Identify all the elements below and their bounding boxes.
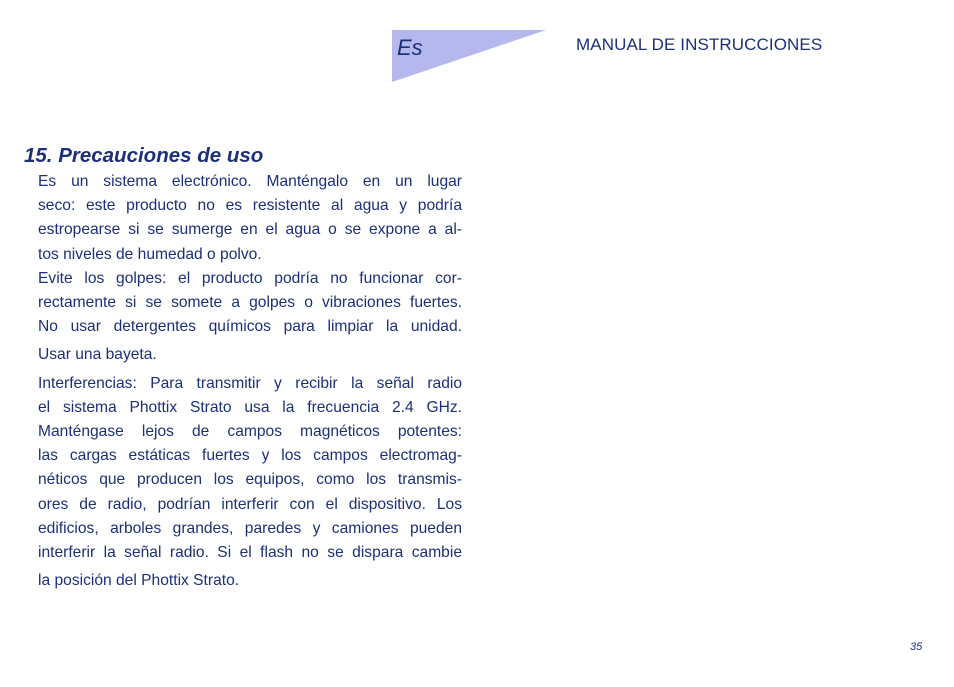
manual-title: MANUAL DE INSTRUCCIONES <box>576 35 823 54</box>
section-body <box>38 170 462 593</box>
text-line: Manténgase lejos de campos magnéticos potentes: <box>38 423 462 441</box>
text-line: Usar una bayeta. <box>38 346 157 364</box>
language-code: Es <box>397 35 423 60</box>
text-line: el sistema Phottix Strato usa la frecuencia 2.4 GHz. <box>38 398 462 416</box>
text-line: tos niveles de humedad o polvo. <box>38 245 262 263</box>
text-line: Evite los golpes: el producto podría no funcionar cor- <box>38 269 462 287</box>
text-line: edificios, arboles grandes, paredes y camiones pueden <box>38 519 462 537</box>
page-number: 35 <box>910 641 923 653</box>
text-line: ores de radio, podrían interferir con el dispositivo. Los <box>38 495 462 513</box>
text-line: interferir la señal radio. Si el flash no se dispara cambie <box>38 544 462 562</box>
text-line: rectamente si se somete a golpes o vibraciones fuertes. <box>38 294 462 312</box>
text-line: Es un sistema electrónico. Manténgalo en un lugar <box>38 173 462 190</box>
text-line: Interferencias: Para transmitir y recibir la señal radio <box>38 374 462 392</box>
text-line: la posición del Phottix Strato. <box>38 572 240 590</box>
text-line: estropearse si se sumerge en el agua o se expone a al- <box>38 221 462 239</box>
text-line: seco: este producto no es resistente al agua y podría <box>38 197 462 215</box>
text-line: No usar detergentes químicos para limpiar la unidad. <box>38 318 462 336</box>
section-title: 15. Precauciones de uso <box>24 144 264 167</box>
text-line: las cargas estáticas fuertes y los campos electromag- <box>38 447 462 465</box>
text-line: néticos que producen los equipos, como los transmis- <box>38 471 462 489</box>
